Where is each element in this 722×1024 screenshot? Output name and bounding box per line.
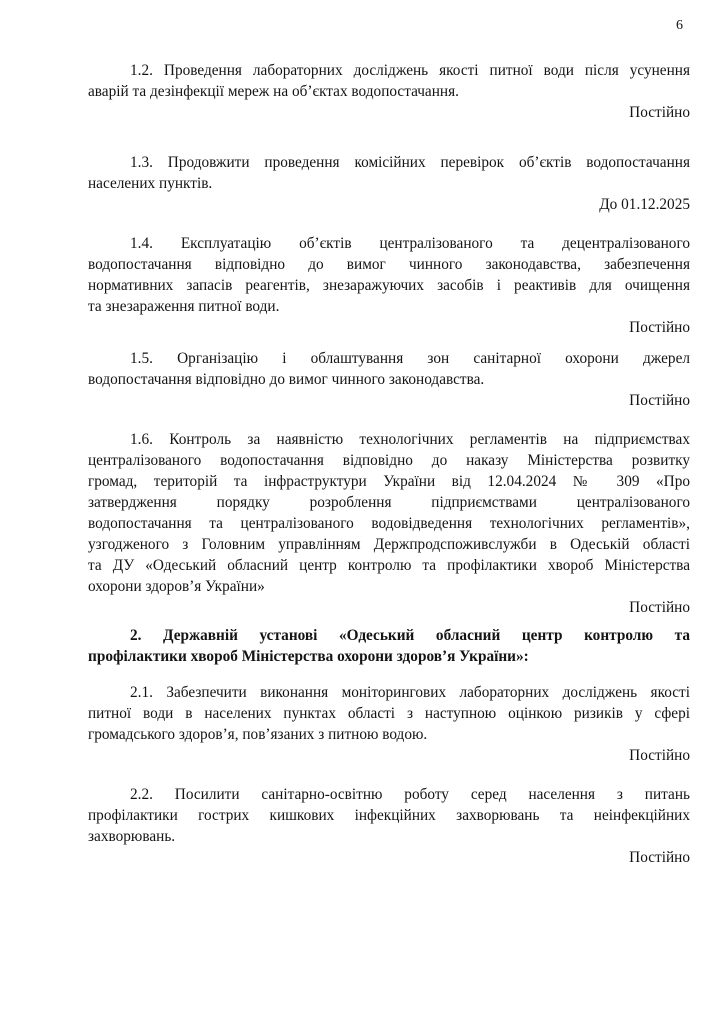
text-line: 1.5. Організацію і облаштування зон санітарної охорони джерел [130,350,690,367]
deadline: До 01.12.2025 [599,196,690,213]
paragraph-text [88,60,690,102]
paragraph-2-2 [88,784,690,868]
paragraph-1-5 [88,348,690,411]
text-line: громад, територій та інфраструктури України від 12.04.2024 № 309 «Про [88,473,690,490]
text-line: 1.6. Контроль за наявністю технологічних регламентів на підприємствах [130,431,690,448]
heading-line: 2. Державній установі «Одеський обласний центр контролю та [130,627,690,644]
text-line: 1.3. Продовжити проведення комісійних перевірок об’єктів водопостачання [130,154,690,171]
deadline: Постійно [629,599,690,616]
text-line: водопостачання та централізованого водовідведення технологічних регламентів», [88,515,690,532]
text-line: водопостачання відповідно до вимог чинного законодавства, забезпечення [88,256,690,273]
paragraph-text [88,682,690,745]
text-line: питної води в населених пунктах області з наступною оцінкою ризиків у сфері [88,705,690,722]
text-line: та знезараження питної води. [88,298,280,315]
text-line: громадського здоров’я, пов’язаних з питною водою. [88,726,428,743]
deadline: Постійно [629,747,690,764]
text-line: захворювань. [88,828,176,845]
paragraph-text [88,429,690,597]
text-line: населених пунктів. [88,175,213,192]
paragraph-2-1 [88,682,690,766]
text-line: охорони здоров’я України» [88,578,265,595]
text-line: водопостачання відповідно до вимог чинного законодавства. [88,371,485,388]
text-line: 2.1. Забезпечити виконання моніторингових лабораторних досліджень якості [130,684,690,701]
text-line: профілактики гострих кишкових інфекційних захворювань та неінфекційних [88,807,690,824]
text-line: централізованого водопостачання відповідно до наказу Міністерства розвитку [88,452,690,469]
text-line: 1.2. Проведення лабораторних досліджень якості питної води після усунення [130,62,690,79]
text-line: аварій та дезінфекції мереж на об’єктах водопостачання. [88,83,459,100]
deadline: Постійно [629,104,690,121]
paragraph-text [88,784,690,847]
text-line: узгодженого з Головним управлінням Держпродспоживслужби в Одеській області [88,536,690,553]
text-line: затвердження порядку розроблення підприємствами централізованого [88,494,690,511]
page-number: 6 [676,18,683,33]
section-2-heading [88,625,690,667]
paragraph-text [88,348,690,390]
text-line: 2.2. Посилити санітарно-освітню роботу серед населення з питань [130,786,690,803]
paragraph-1-2 [88,60,690,123]
text-line: 1.4. Експлуатацію об’єктів централізованого та децентралізованого [130,235,690,252]
text-line: нормативних запасів реагентів, знезаражуючих засобів і реактивів для очищення [88,277,690,294]
paragraph-1-3 [88,152,690,215]
paragraph-text [88,152,690,194]
deadline: Постійно [629,849,690,866]
paragraph-1-6 [88,429,690,618]
text-line: та ДУ «Одеський обласний центр контролю та профілактики хвороб Міністерства [88,557,690,574]
paragraph-1-4 [88,233,690,338]
deadline: Постійно [629,319,690,336]
deadline: Постійно [629,392,690,409]
paragraph-text [88,233,690,317]
heading-line: профілактики хвороб Міністерства охорони здоров’я України»: [88,648,529,665]
